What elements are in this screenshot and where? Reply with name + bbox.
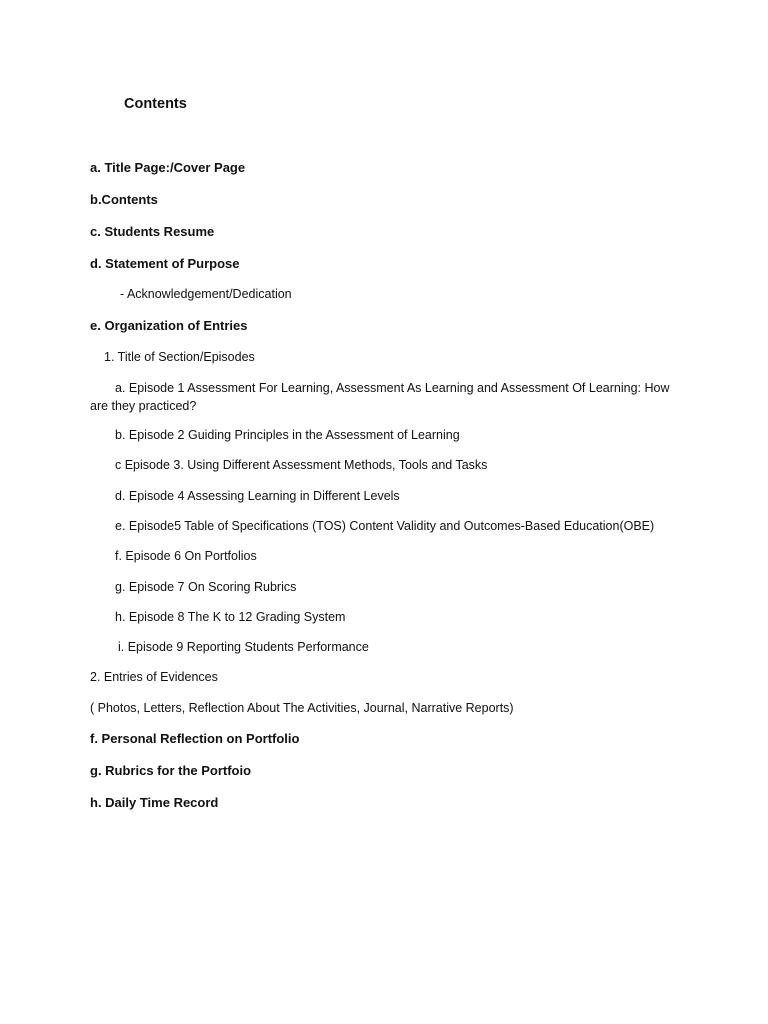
toc-episode-8: h. Episode 8 The K to 12 Grading System bbox=[115, 610, 346, 624]
toc-episode-1: a. Episode 1 Assessment For Learning, Assessment As Learning and Assessment Of Learning: How are they practiced? bbox=[90, 381, 670, 413]
toc-evidences-detail: ( Photos, Letters, Reflection About The Activities, Journal, Narrative Reports) bbox=[90, 701, 514, 715]
toc-subitem-entries-of-evidences: 2. Entries of Evidences bbox=[90, 670, 218, 684]
toc-item-rubrics: g. Rubrics for the Portfoio bbox=[90, 763, 252, 778]
toc-episode-2: b. Episode 2 Guiding Principles in the Assessment of Learning bbox=[115, 428, 460, 442]
toc-item-personal-reflection: f. Personal Reflection on Portfolio bbox=[90, 731, 300, 746]
toc-episode-7: g. Episode 7 On Scoring Rubrics bbox=[115, 580, 297, 594]
toc-item-statement-of-purpose: d. Statement of Purpose bbox=[90, 256, 240, 271]
contents-heading: Contents bbox=[124, 96, 187, 112]
toc-subitem-title-of-section: 1. Title of Section/Episodes bbox=[104, 350, 255, 364]
toc-item-daily-time-record: h. Daily Time Record bbox=[90, 795, 219, 810]
toc-episode-9: i. Episode 9 Reporting Students Performance bbox=[118, 640, 369, 654]
toc-item-contents: b.Contents bbox=[90, 192, 158, 207]
toc-episode-6: f. Episode 6 On Portfolios bbox=[115, 549, 257, 563]
toc-item-title-page: a. Title Page:/Cover Page bbox=[90, 160, 246, 175]
toc-episode-4: d. Episode 4 Assessing Learning in Different Levels bbox=[115, 489, 400, 503]
toc-item-organization-of-entries: e. Organization of Entries bbox=[90, 318, 248, 333]
toc-episode-5: e. Episode5 Table of Specifications (TOS) Content Validity and Outcomes-Based Education(OBE) bbox=[115, 519, 655, 533]
toc-subitem-acknowledgement: - Acknowledgement/Dedication bbox=[120, 287, 292, 301]
toc-episode-3: c Episode 3. Using Different Assessment Methods, Tools and Tasks bbox=[115, 458, 488, 472]
toc-item-students-resume: c. Students Resume bbox=[90, 224, 215, 239]
